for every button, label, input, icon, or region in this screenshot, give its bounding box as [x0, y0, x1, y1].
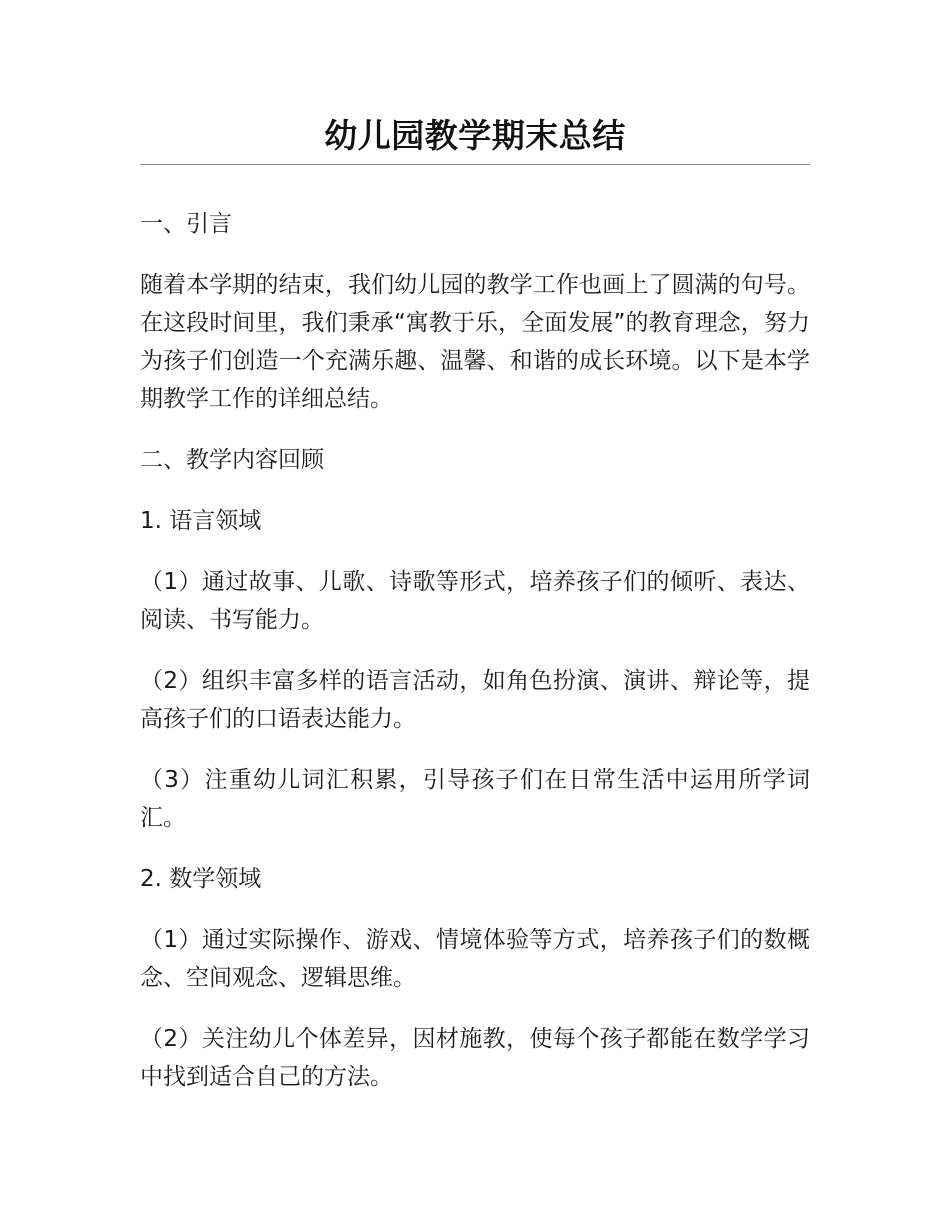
section-heading-introduction: 一、引言 — [140, 211, 232, 237]
language-item-3: （3）注重幼儿词汇积累，引导孩子们在日常生活中运用所学词汇。 — [140, 767, 810, 831]
language-item-1: （1）通过故事、儿歌、诗歌等形式，培养孩子们的倾听、表达、阅读、书写能力。 — [140, 569, 810, 633]
document-title: 幼儿园教学期末总结 — [324, 116, 626, 155]
math-item-2: （2）关注幼儿个体差异，因材施教，使每个孩子都能在数学学习中找到适合自己的方法。 — [140, 1026, 810, 1090]
subheading-math: 2. 数学领域 — [140, 866, 262, 892]
subheading-language: 1. 语言领域 — [140, 508, 262, 534]
math-item-1: （1）通过实际操作、游戏、情境体验等方式，培养孩子们的数概念、空间观念、逻辑思维。 — [140, 927, 810, 991]
intro-paragraph: 随着本学期的结束，我们幼儿园的教学工作也画上了圆满的句号。在这段时间里，我们秉承“寓教于乐，全面发展”的教育理念，努力为孩子们创造一个充满乐趣、温馨、和谐的成长环境。以下是本学期教学工作的详细总结。 — [140, 272, 810, 412]
language-item-2: （2）组织丰富多样的语言活动，如角色扮演、演讲、辩论等，提高孩子们的口语表达能力。 — [140, 668, 810, 732]
section-heading-teaching-review: 二、教学内容回顾 — [140, 447, 324, 473]
document-page — [140, 108, 810, 1119]
title-underline — [140, 164, 810, 165]
